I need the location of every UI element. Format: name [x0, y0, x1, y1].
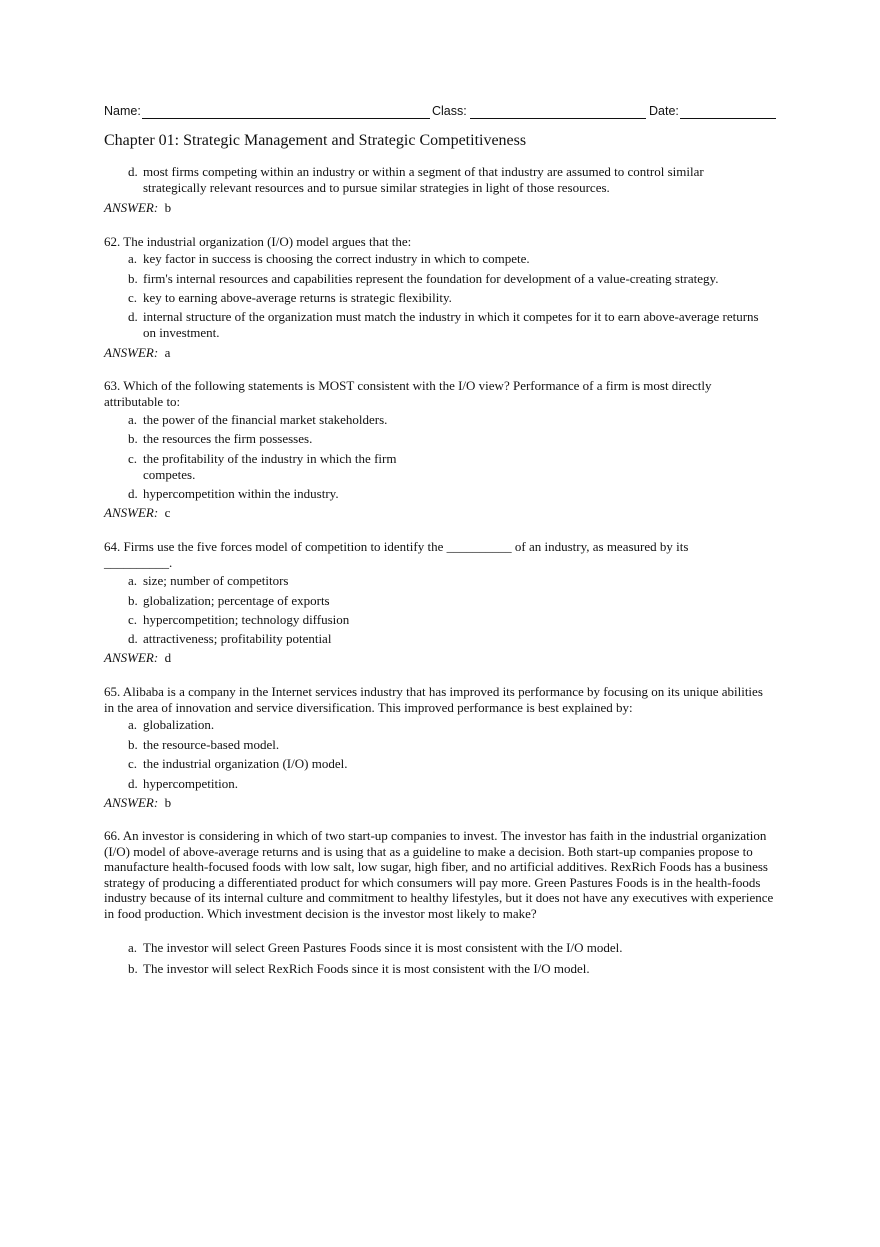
q64-choice-a: [128, 573, 768, 589]
q63-choice-d: [128, 486, 768, 502]
q65-stem: 65. Alibaba is a company in the Internet services industry that has improved its performance by focusing on its unique abilities in the area of innovation and service diversification. This improved performance is best explained by:: [104, 684, 763, 715]
q63-stem: 63. Which of the following statements is MOST consistent with the I/O view? Performance of a firm is most directly attributable to:: [104, 378, 712, 409]
choice-letter: d.: [128, 631, 138, 646]
q62-stem: 62. The industrial organization (I/O) model argues that the:: [104, 234, 412, 249]
choice-letter: b.: [128, 431, 138, 446]
q62-choice-b: [128, 271, 768, 287]
choice-text: the industrial organization (I/O) model.: [143, 756, 348, 771]
choice-letter: a.: [128, 717, 138, 732]
name-blank-line: [142, 118, 430, 119]
answer-label: ANSWER:: [104, 200, 159, 215]
choice-text: size; number of competitors: [143, 573, 289, 588]
choice-letter: b.: [128, 593, 138, 608]
student-info-header: [104, 104, 776, 122]
choice-text: most firms competing within an industry or within a segment of that industry are assumed to control similar strategically relevant resources and to pursue similar strategies in light of those resources.: [143, 164, 704, 195]
answer-value: b: [164, 795, 172, 810]
choice-text: the resources the firm possesses.: [143, 431, 313, 446]
choice-letter: d.: [128, 164, 138, 179]
q66-stem: 66. An investor is considering in which of two start-up companies to invest. The investor has faith in the industrial organization (I/O) model of above-average returns and is using that as a guideline to make a decision. Both start-up companies propose to manufacture health-focused foods with low salt, low sugar, high fiber, and no artificial additives. RexRich Foods has a business strategy of producing a differentiated product for which consumers will pay more. Green Pastures Foods is in the health-foods industry because of its internal culture and commitment to healthy lifestyles, but it does not have any executives with experience in food production. Which investment decision is the investor most likely to make?: [104, 828, 774, 921]
answer-value: b: [164, 200, 172, 215]
choice-text: the resource-based model.: [143, 737, 280, 752]
choice-letter: c.: [128, 451, 138, 466]
choice-text: the profitability of the industry in which the firm competes.: [143, 451, 397, 482]
q62-choice-a: [128, 251, 768, 267]
q65-answer: [104, 795, 171, 811]
name-label: Name:: [104, 104, 141, 118]
choice-letter: d.: [128, 309, 138, 324]
choice-letter: d.: [128, 486, 138, 501]
answer-label: ANSWER:: [104, 795, 159, 810]
q62-choice-c: [128, 290, 768, 306]
choice-letter: c.: [128, 756, 138, 771]
choice-text: key factor in success is choosing the correct industry in which to compete.: [143, 251, 530, 266]
q66-choice-b: [128, 961, 768, 977]
q63-choice-c: [128, 451, 428, 482]
q64-choice-c: [128, 612, 768, 628]
choice-letter: b.: [128, 271, 138, 286]
answer-value: c: [164, 505, 171, 520]
q64-choice-b: [128, 593, 768, 609]
q65-choice-a: [128, 717, 768, 733]
class-label: Class:: [432, 104, 467, 118]
q65-choice-c: [128, 756, 768, 772]
answer-value: d: [164, 650, 172, 665]
choice-text: the power of the financial market stakeholders.: [143, 412, 388, 427]
choice-letter: b.: [128, 961, 138, 976]
choice-letter: a.: [128, 573, 138, 588]
choice-text: firm's internal resources and capabilities represent the foundation for development of a value-creating strategy.: [143, 271, 719, 286]
q62-answer: [104, 345, 170, 361]
date-label: Date:: [649, 104, 679, 118]
choice-letter: c.: [128, 290, 138, 305]
q62-choice-d: [128, 309, 768, 340]
choice-text: internal structure of the organization must match the industry in which it competes for it to earn above-average returns on investment.: [143, 309, 759, 340]
q65-choice-d: [128, 776, 768, 792]
q61-choice-d: [128, 164, 768, 195]
choice-text: hypercompetition within the industry.: [143, 486, 339, 501]
q64-answer: [104, 650, 171, 666]
choice-text: hypercompetition.: [143, 776, 238, 791]
choice-text: The investor will select RexRich Foods since it is most consistent with the I/O model.: [143, 961, 590, 976]
choice-letter: a.: [128, 412, 138, 427]
answer-label: ANSWER:: [104, 505, 159, 520]
choice-text: key to earning above-average returns is strategic flexibility.: [143, 290, 452, 305]
answer-label: ANSWER:: [104, 650, 159, 665]
q65-choice-b: [128, 737, 768, 753]
choice-text: attractiveness; profitability potential: [143, 631, 332, 646]
choice-text: hypercompetition; technology diffusion: [143, 612, 350, 627]
q64-choice-d: [128, 631, 768, 647]
q63-answer: [104, 505, 170, 521]
answer-value: a: [164, 345, 171, 360]
class-blank-line: [470, 118, 646, 119]
choice-letter: d.: [128, 776, 138, 791]
choice-letter: c.: [128, 612, 138, 627]
choice-letter: a.: [128, 251, 138, 266]
q63-choice-a: [128, 412, 768, 428]
q63-choice-b: [128, 431, 768, 447]
chapter-title: Chapter 01: Strategic Management and Strategic Competitiveness: [104, 132, 527, 149]
date-blank-line: [680, 118, 776, 119]
choice-letter: b.: [128, 737, 138, 752]
choice-text: globalization.: [143, 717, 215, 732]
q61-answer: [104, 200, 171, 216]
choice-text: The investor will select Green Pastures Foods since it is most consistent with the I/O model.: [143, 940, 623, 955]
q64-stem: 64. Firms use the five forces model of competition to identify the __________ of an industry, as measured by its __________.: [104, 539, 689, 570]
answer-label: ANSWER:: [104, 345, 159, 360]
choice-letter: a.: [128, 940, 138, 955]
q66-choice-a: [128, 940, 768, 956]
choice-text: globalization; percentage of exports: [143, 593, 330, 608]
